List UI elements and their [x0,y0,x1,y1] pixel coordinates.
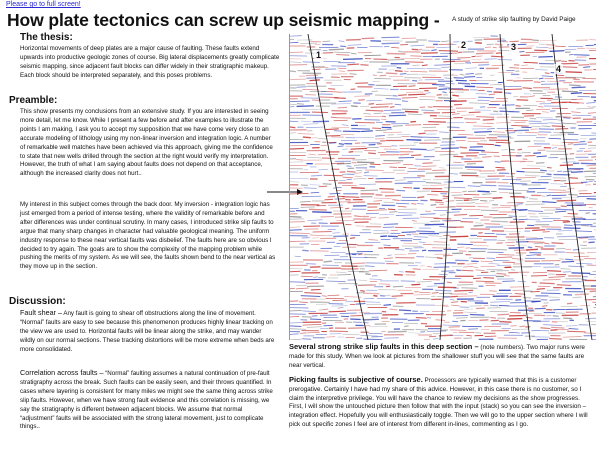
correlation-title: Correlation across faults – [20,368,104,377]
fault-label-2: 2 [461,40,467,50]
fault-shear-section [20,309,276,355]
thesis-heading: The thesis: [20,32,73,43]
correlation-text: “Normal” faulting assumes a natural continuation of pre-fault stratigraphy across the break. Such faults can be easily seen, and their throws quantified. In cases where layering is consistent for many miles we might see the same thing across strike slip faults. However, when we have strong fault evidence and this correlation is missing, we say the stratigraphy is different between adjacent blocks. We assume that normal “adjustment” faults will be associated with the strong lateral movement, just to complicate things.. [20,370,273,431]
picking-section [289,376,595,430]
fullscreen-link[interactable]: Please go to full screen! [6,1,81,8]
caption-lead: Several strong strike slip faults in this deep section – [289,342,479,351]
preamble-paragraph-1: This show presents my conclusions from an extensive study. If you are interested in seeing more detail, let me know. While I present a few before and after examples to illustrate the points I am making, I ask you to accept my supposition that we have come very close to an accurate modeling of lithology using my non-linear inversion and integration logic. A number of remarkable well matches have been achieved via this approach, giving me the confidence to state that new wells drilled through the section at the right would verify my interpretation. However, the truth of what I am saying about faults does not depend on that acceptance, although the increased clarity does not hurt.. [20,108,273,178]
correlation-section [20,369,276,432]
fault-label-3: 3 [511,42,517,52]
fault-line-3 [500,34,530,340]
seismic-svg [290,34,596,340]
thesis-text: Horizontal movements of deep plates are a major cause of faulting. These faults extend upwards into productive geologic zones of course. Big lateral displacements greatly complicate seismic mapping, since adjacent fault blocks can differ widely in their stratigraphic makeup. Each block should be interpreted separately, and this poses problems. [20,45,280,79]
caption-note: (note numbers). Two major runs were made for this study. When we look at pictures from the shallower stuff you will see that the same faults are near vertical. [289,344,585,369]
seismic-caption [289,343,595,370]
picking-text: Processors are typically warned that this is a customer prerogative. Certainly I have had my share of this advice. However, in this case there is no customer, so I claim the interpretive privilege. You will have the chance to review my decisions as the show progresses. First, I will show the untouched picture then follow that with the input (stack) so you can see the inversion – integration effect. Hopefully you will enthusiastically toggle. Then we will go to the upper section where I will pick out specific zones I feel are of interest from different in-lines, commenting as I go. [289,377,588,428]
page-subtitle: A study of strike slip faulting by David Paige [452,16,576,23]
fault-shear-text: Any fault is going to shear off obstructions along the line of movement. “Normal” faults are easy to see because this phenomenon produces highly linear tracking on the view we are used to. Horizontal faults will be linear along the strike, and may wander wildly on our normal sections. These tracking distortions will be more extreme when beds are more consolidated. [20,310,275,353]
seismic-section-image [289,34,596,340]
page-title: How plate tectonics can screw up seismic mapping - [7,10,440,30]
preamble-paragraph-2: My interest in this subject comes through the back door. My inversion - integration logic has just emerged from a period of intense testing, where the validity of remarkable before and after differences was under continual scrutiny. In many cases, I introduced strike slip faults to argue that many sharp changes in character had valuable geological meaning. The uniform industry response to these near vertical faults was disbelief. The faults here are so obvious I decided to try again. The goals are to show the complexity of the mapping problem while pushing the merits of my system. As we will see, the faults shown bend to the near vertical as they move up in the section. [20,201,276,271]
picking-title: Picking faults is subjective of course. [289,375,423,384]
fault-label-1: 1 [316,50,322,60]
fault-label-4: 4 [556,64,562,74]
fault-shear-title: Fault shear – [20,308,62,317]
preamble-heading: Preamble: [9,95,58,106]
discussion-heading: Discussion: [9,296,66,307]
